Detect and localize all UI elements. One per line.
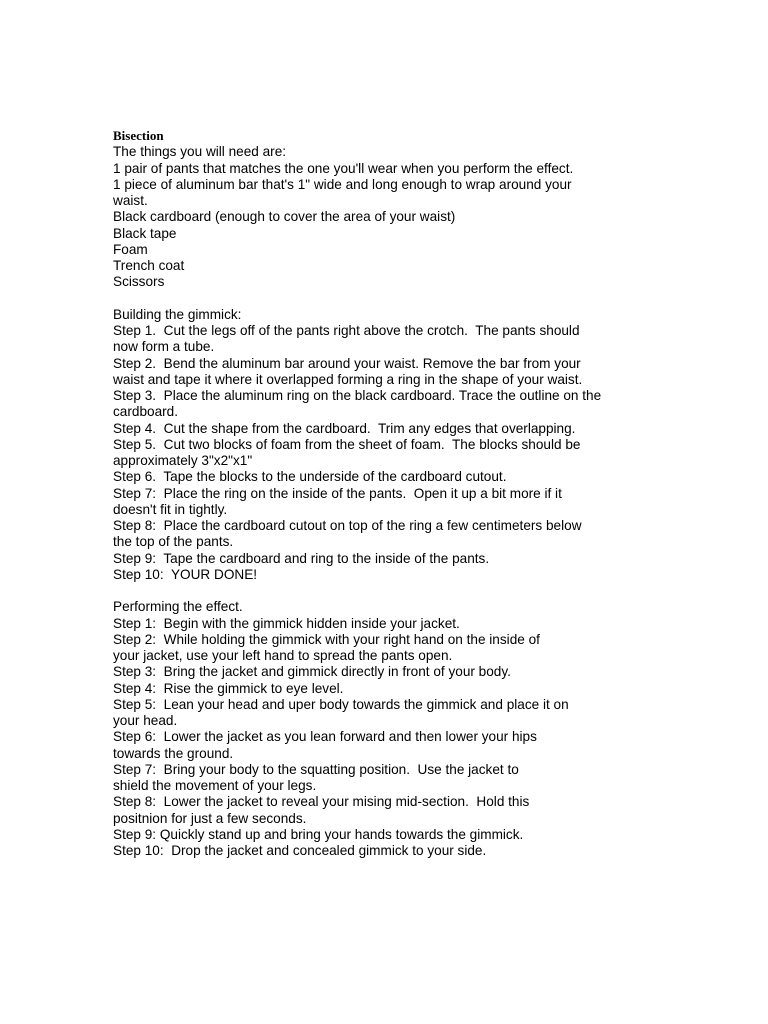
materials-item: Foam <box>113 241 148 257</box>
building-step-line: now form a tube. <box>113 339 215 355</box>
performing-step-line: positnion for just a few seconds. <box>113 810 307 826</box>
building-step-line: Step 2. Bend the aluminum bar around your waist. Remove the bar from your <box>113 355 581 371</box>
materials-list <box>113 161 673 291</box>
building-step-line: Step 1. Cut the legs off of the pants right above the crotch. The pants should <box>113 323 580 338</box>
performing-step-line: Step 2: While holding the gimmick with your right hand on the inside of <box>113 631 540 647</box>
performing-steps <box>113 616 673 860</box>
materials-item: Black cardboard (enough to cover the area of your waist) <box>113 209 456 225</box>
performing-step-line: Step 6: Lower the jacket as you lean forward and then lower your hips <box>113 729 537 745</box>
building-step-line: Step 3. Place the aluminum ring on the black cardboard. Trace the outline on the <box>113 388 602 403</box>
materials-item: Trench coat <box>113 258 185 273</box>
performing-step-line: towards the ground. <box>113 745 234 761</box>
building-step-line: doesn't fit in tightly. <box>113 501 228 517</box>
building-step-line: Step 9: Tape the cardboard and ring to the inside of the pants. <box>113 550 490 566</box>
building-step-line: cardboard. <box>113 404 178 420</box>
materials-item: waist. <box>113 193 148 208</box>
performing-heading: Performing the effect. <box>113 599 243 615</box>
building-step-line: Step 10: YOUR DONE! <box>113 566 258 582</box>
materials-item: 1 pair of pants that matches the one you'll wear when you perform the effect. <box>113 160 574 176</box>
performing-step-line: Step 7: Bring your body to the squatting position. Use the jacket to <box>113 761 519 777</box>
section-gap <box>113 291 673 307</box>
building-step-line: Step 4. Cut the shape from the cardboard. Trim any edges that overlapping. <box>113 420 576 436</box>
materials-item: Black tape <box>113 225 177 241</box>
performing-step-line: Step 9: Quickly stand up and bring your hands towards the gimmick. <box>113 826 524 842</box>
performing-section <box>113 599 673 859</box>
building-step-line: approximately 3"x2"x1" <box>113 453 253 468</box>
building-step-line: the top of the pants. <box>113 534 234 550</box>
building-step-line: Step 6. Tape the blocks to the underside of the cardboard cutout. <box>113 469 507 485</box>
materials-item: Scissors <box>113 274 165 290</box>
performing-step-line: your head. <box>113 713 178 728</box>
building-section <box>113 307 673 583</box>
performing-step-line: Step 1: Begin with the gimmick hidden inside your jacket. <box>113 615 460 631</box>
building-step-line: Step 5. Cut two blocks of foam from the sheet of foam. The blocks should be <box>113 436 581 452</box>
materials-item: 1 piece of aluminum bar that's 1" wide and long enough to wrap around your <box>113 176 572 192</box>
performing-step-line: shield the movement of your legs. <box>113 778 317 793</box>
building-step-line: Step 7: Place the ring on the inside of the pants. Open it up a bit more if it <box>113 485 562 501</box>
performing-step-line: Step 4: Rise the gimmick to eye level. <box>113 680 344 696</box>
performing-step-line: Step 3: Bring the jacket and gimmick directly in front of your body. <box>113 664 511 680</box>
performing-step-line: Step 5: Lean your head and uper body towards the gimmick and place it on <box>113 696 569 712</box>
section-gap <box>113 583 673 599</box>
building-heading: Building the gimmick: <box>113 306 242 322</box>
performing-step-line: Step 10: Drop the jacket and concealed gimmick to your side. <box>113 843 487 858</box>
performing-step-line: Step 8: Lower the jacket to reveal your mising mid-section. Hold this <box>113 794 530 810</box>
performing-step-line: your jacket, use your left hand to spread the pants open. <box>113 648 453 663</box>
document-title: Bisection <box>113 128 164 143</box>
materials-heading: The things you will need are: <box>113 144 287 160</box>
building-steps <box>113 323 673 583</box>
building-step-line: Step 8: Place the cardboard cutout on top of the ring a few centimeters below <box>113 518 582 533</box>
document-page <box>113 128 673 859</box>
materials-section <box>113 144 673 290</box>
building-step-line: waist and tape it where it overlapped forming a ring in the shape of your waist. <box>113 371 583 387</box>
